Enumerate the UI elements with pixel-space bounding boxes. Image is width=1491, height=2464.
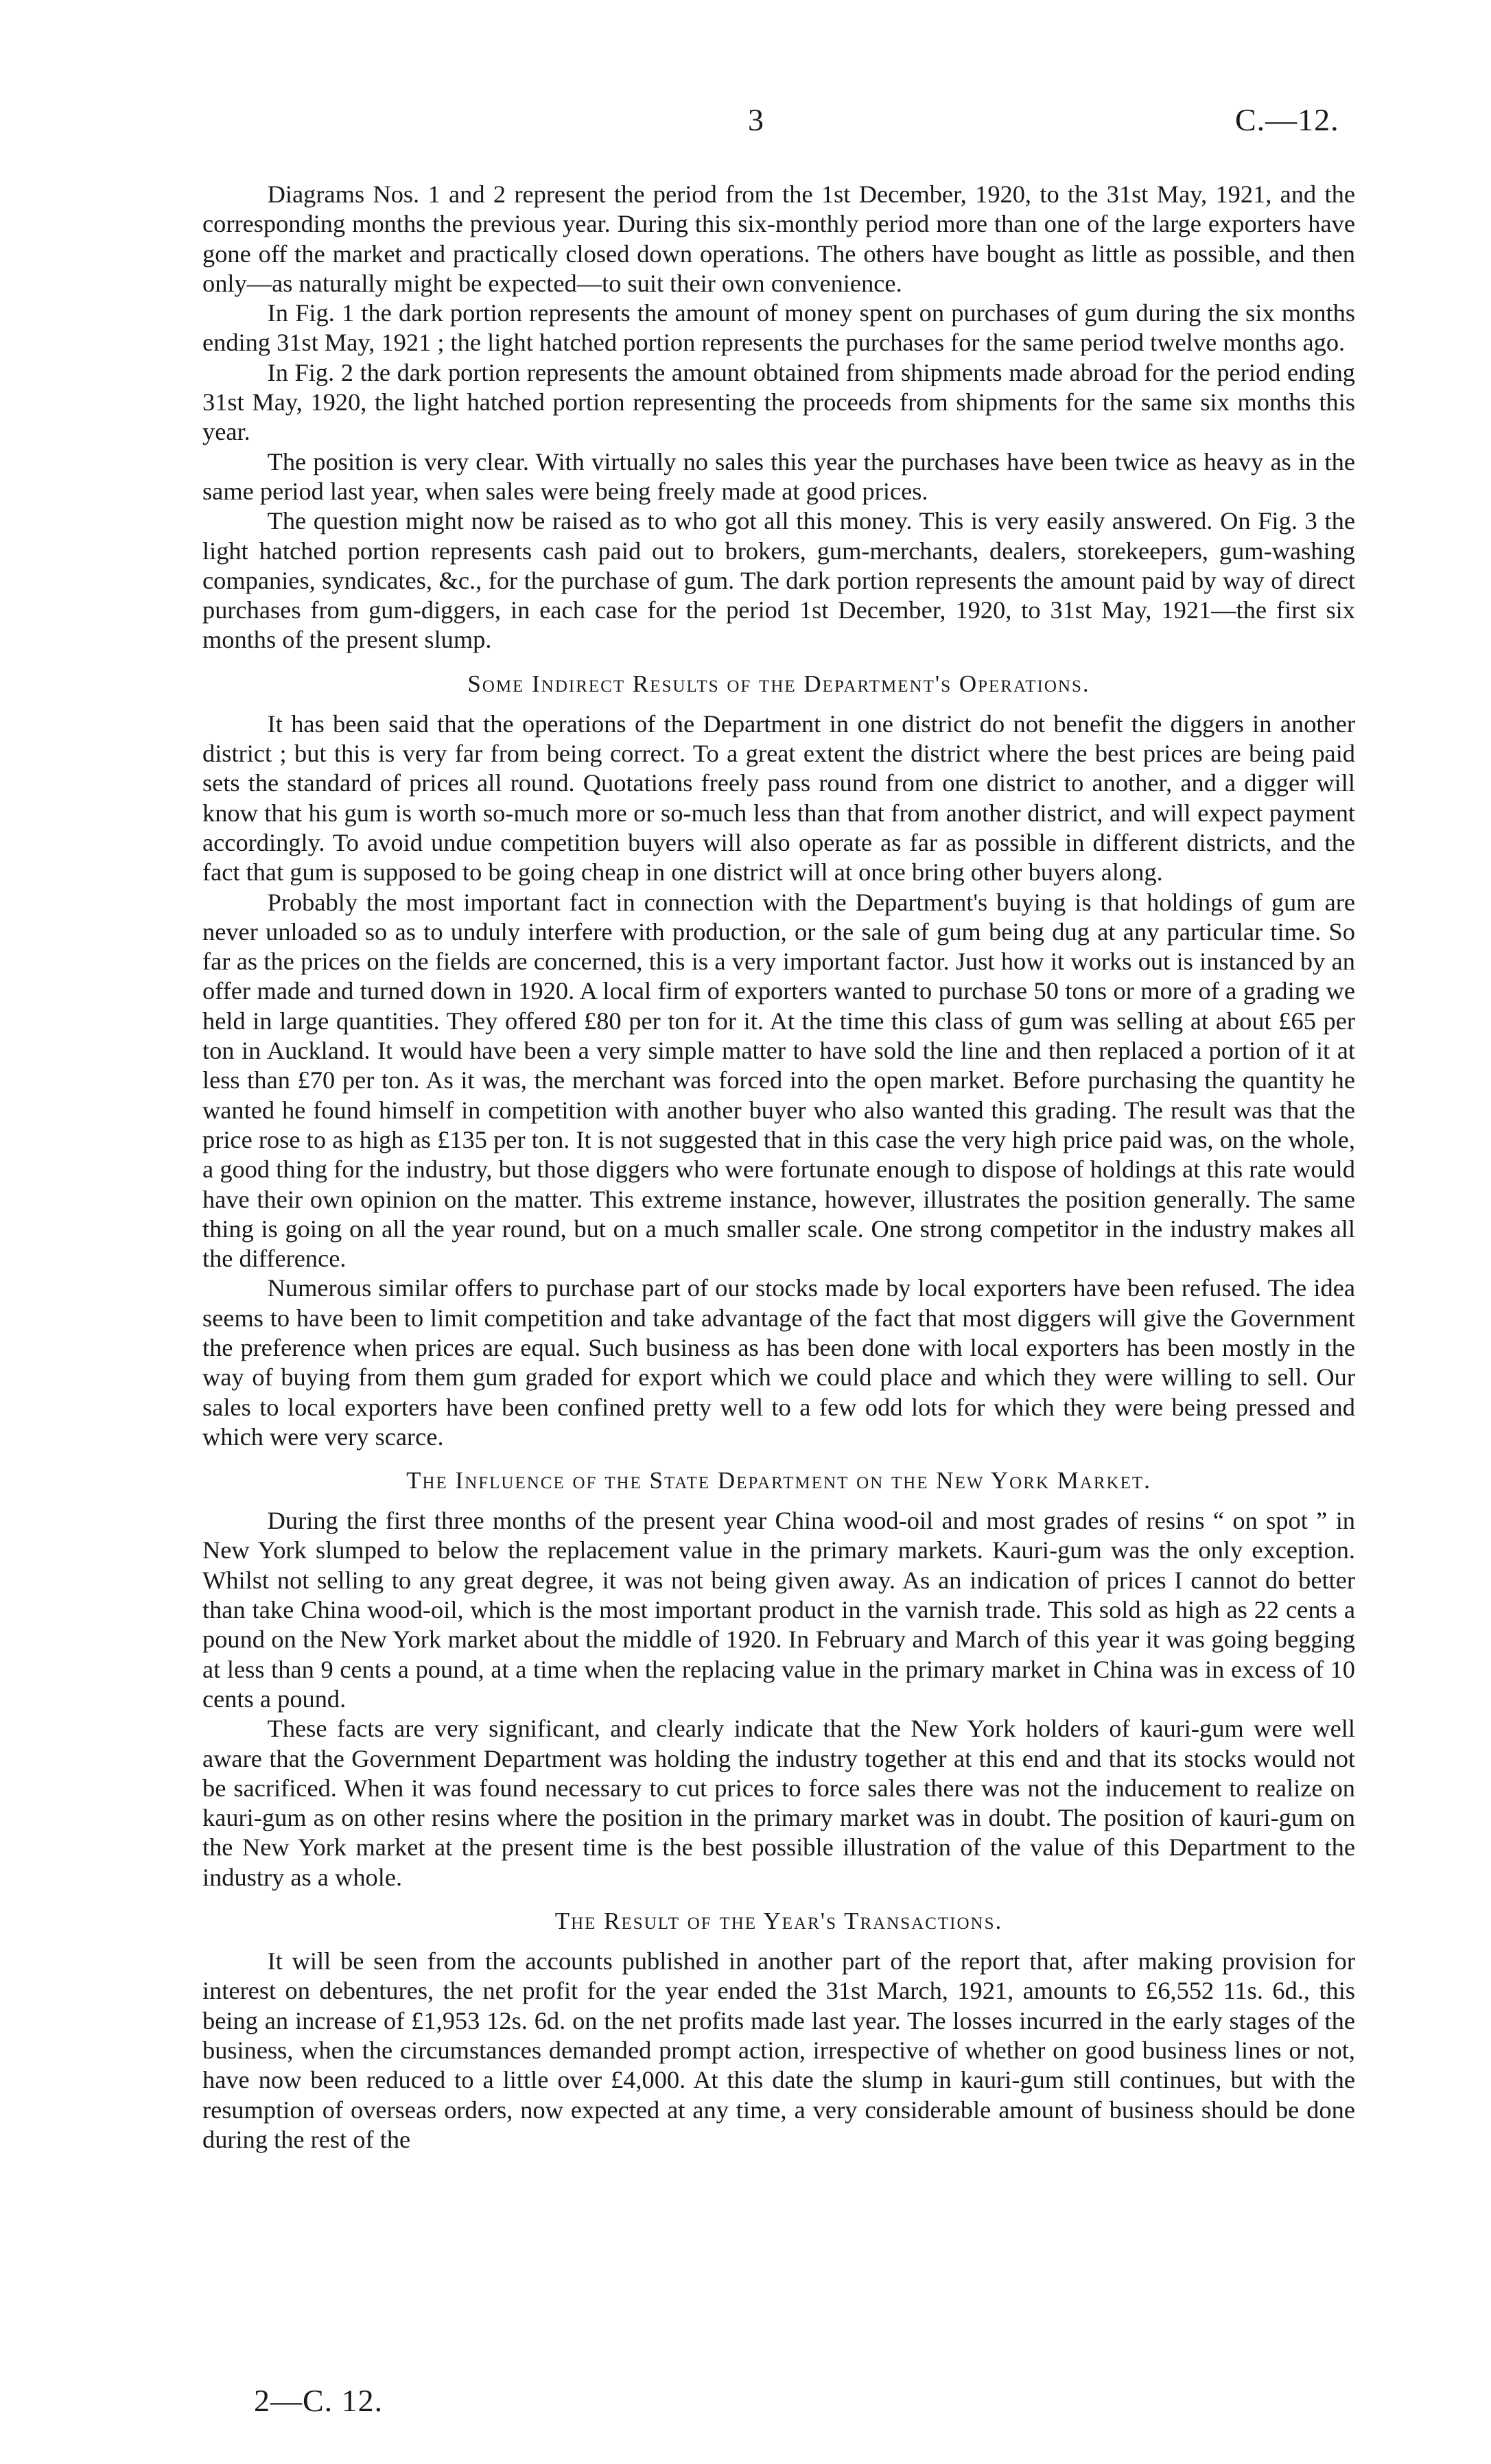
section-heading: The Influence of the State Department on the New York Market. — [406, 1467, 1151, 1494]
page-number: 3 — [748, 102, 764, 137]
paragraph: It will be seen from the accounts published in another part of the report that, after making provision for interest on debentures, the net profit for the year ended the 31st March, 1921, amounts to £6,552 11s. 6d., this being an increase of £1,953 12s. 6d. on the net profits made last year. The losses incurred in the early stages of the business, when the circumstances demanded prompt action, irrespective of whether on good business lines or not, have now been reduced to a little over £4,000. At this date the slump in kauri-gum still continues, but with the resumption of overseas orders, now expected at any time, a very considerable amount of business should be done during the rest of the — [202, 1947, 1355, 2153]
section-heading: The Result of the Year's Transactions. — [554, 1908, 1003, 1935]
paragraph: Probably the most important fact in connection with the Department's buying is that holdings of gum are never unloaded so as to unduly interfere with production, or the sale of gum being dug at any particular time. So far as the prices on the fields are concerned, this is a very important factor. Just how it works out is instanced by an offer made and turned down in 1920. A local firm of exporters wanted to purchase 50 tons or more of a grading we held in large quantities. They offered £80 per ton for it. At the time this class of gum was selling at about £65 per ton in Auckland. It would have been a very simple matter to have sold the line and then replaced a portion of it at less than £70 per ton. As it was, the merchant was forced into the open market. Before purchasing the quantity he wanted he found himself in competition with another buyer who also wanted this grading. The result was that the price rose to as high as £135 per ton. It is not suggested that in this case the very high price paid was, on the whole, a good thing for the industry, but those diggers who were fortunate enough to dispose of holdings at this rate would have their own opinion on the matter. This extreme instance, however, illustrates the position generally. The same thing is going on all the year round, but on a much smaller scale. One strong competitor in the industry makes all the difference. — [202, 888, 1355, 1273]
body-text — [202, 180, 1355, 2155]
paragraph: During the first three months of the present year China wood-oil and most grades of resins “ on spot ” in New York slumped to below the replacement value in the primary markets. Kauri-gum was the only exception. Whilst not selling to any great degree, it was not being given away. As an indication of prices I cannot do better than take China wood-oil, which is the most important product in the varnish trade. This sold as high as 22 cents a pound on the New York market about the middle of 1920. In February and March of this year it was going begging at less than 9 cents a pound, at a time when the replacing value in the primary market in China was in excess of 10 cents a pound. — [202, 1507, 1355, 1713]
paragraph: Numerous similar offers to purchase part of our stocks made by local exporters have been refused. The idea seems to have been to limit competition and take advantage of the fact that most diggers will give the Government the preference when prices are equal. Such business as has been done with local exporters has been mostly in the way of buying from them gum graded for export which we could place and which they were willing to sell. Our sales to local exporters have been confined pretty well to a few odd lots for which they were being pressed and which were very scarce. — [202, 1274, 1355, 1451]
paragraph: In Fig. 1 the dark portion represents the amount of money spent on purchases of gum during the six months ending 31st May, 1921 ; the light hatched portion represents the purchases for the same period twelve months ago. — [202, 299, 1355, 357]
document-code: C.—12. — [1235, 102, 1339, 137]
section-year-result — [202, 1906, 1355, 2155]
footer-code: 2—C. 12. — [254, 2383, 384, 2418]
section-indirect-results — [202, 669, 1355, 1452]
section-heading: Some Indirect Results of the Department's Operations. — [467, 670, 1090, 697]
page-header — [0, 102, 1491, 150]
paragraph: The position is very clear. With virtually no sales this year the purchases have been twice as heavy as in the same period last year, when sales were being freely made at good prices. — [202, 447, 1355, 505]
paragraph: The question might now be raised as to who got all this money. This is very easily answered. On Fig. 3 the light hatched portion represents cash paid out to brokers, gum-merchants, dealers, storekeepers, gum-washing companies, syndicates, &c., for the purchase of gum. The dark portion represents the amount paid by way of direct purchases from gum-diggers, in each case for the period 1st December, 1920, to 31st May, 1921—the first six months of the present slump. — [202, 507, 1355, 654]
paragraph: Diagrams Nos. 1 and 2 represent the period from the 1st December, 1920, to the 31st May, 1921, and the corresponding months the previous year. During this six-monthly period more than one of the large exporters have gone off the market and practically closed down operations. The others have bought as little as possible, and then only—as naturally might be expected—to suit their own convenience. — [202, 180, 1355, 297]
paragraph: In Fig. 2 the dark portion represents the amount obtained from shipments made abroad for the period ending 31st May, 1920, the light hatched portion representing the proceeds from shipments for the same six months this year. — [202, 358, 1355, 446]
paragraph: These facts are very significant, and clearly indicate that the New York holders of kauri-gum were well aware that the Government Department was holding the industry together at this end and that its stocks would not be sacrificed. When it was found necessary to cut prices to force sales there was not the inducement to realize on kauri-gum as on other resins where the position in the primary market was in doubt. The position of kauri-gum on the New York market at the present time is the best possible illustration of the value of this Department to the industry as a whole. — [202, 1715, 1355, 1891]
section-intro — [202, 180, 1355, 655]
paragraph: It has been said that the operations of the Department in one district do not benefit the diggers in another district ; but this is very far from being correct. To a great extent the district where the best prices are being paid sets the standard of prices all round. Quotations freely pass round from one district to another, and a digger will know that his gum is worth so-much more or so-much less than that from another district, and will expect payment accordingly. To avoid undue competition buyers will also operate as far as possible in different districts, and the fact that gum is supposed to be going cheap in one district will at once bring other buyers along. — [202, 709, 1355, 887]
section-new-york-market — [202, 1466, 1355, 1892]
